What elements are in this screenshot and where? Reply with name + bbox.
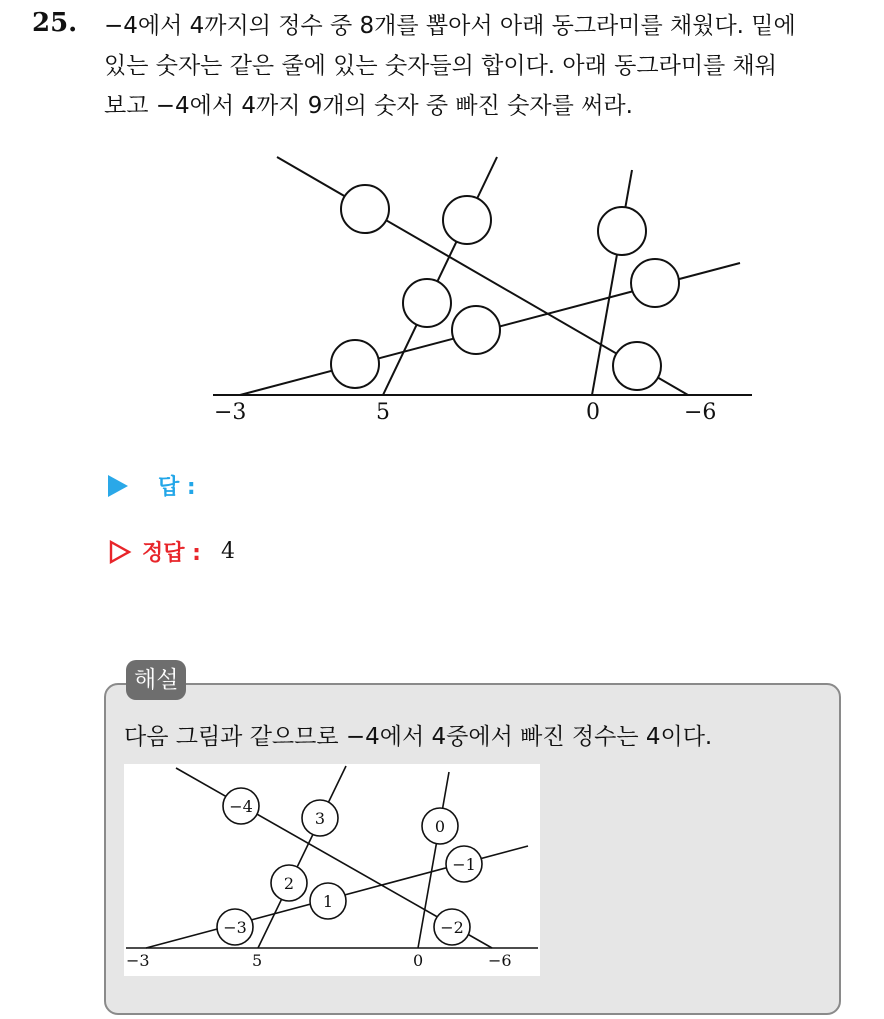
sol-circle-value: −3 — [223, 918, 247, 937]
answer-row — [108, 470, 196, 501]
fig-circle — [598, 207, 646, 255]
fig-circle — [631, 259, 679, 307]
fig-circle — [443, 196, 491, 244]
sol-circle-value: 2 — [283, 874, 295, 893]
fig-line-b — [383, 157, 497, 395]
question-line-1: −4에서 4까지의 정수 중 8개를 뽑아서 아래 동그라미를 채웠다. 밑에 — [104, 13, 796, 39]
sol-circle-value: −4 — [229, 797, 253, 816]
fig-label-3: 0 — [586, 400, 600, 425]
sol-label-2: 5 — [252, 951, 263, 970]
fig-circle — [341, 185, 389, 233]
correct-answer-label: 정답 : — [142, 541, 201, 566]
fig-circle — [403, 279, 451, 327]
sol-circle-value: 3 — [314, 809, 326, 828]
outline-triangle-icon — [108, 540, 132, 564]
play-triangle-icon — [108, 475, 128, 497]
sol-label-right: −6 — [488, 951, 512, 970]
sol-label-left: −3 — [126, 951, 150, 970]
sol-circle-value: 0 — [434, 817, 446, 836]
solution-figure — [124, 764, 540, 976]
sol-circle-value: 1 — [322, 892, 334, 911]
correct-answer-value: 4 — [220, 539, 235, 564]
fig-label-right: −6 — [684, 400, 717, 425]
sol-label-3: 0 — [413, 951, 424, 970]
solution-text: 다음 그림과 같으므로 −4에서 4중에서 빠진 정수는 4이다. — [124, 724, 713, 750]
problem-figure — [0, 0, 884, 440]
correct-answer-row — [108, 536, 235, 567]
question-line-3: 보고 −4에서 4까지 9개의 숫자 중 빠진 숫자를 써라. — [104, 93, 633, 119]
fig-label-left: −3 — [214, 400, 247, 425]
answer-label: 답 : — [158, 475, 196, 500]
fig-circle — [452, 306, 500, 354]
sol-circle-value: −2 — [440, 918, 464, 937]
question-line-2: 있는 숫자는 같은 줄에 있는 숫자들의 합이다. 아래 동그라미를 채워 — [104, 53, 777, 79]
question-number: 25. — [32, 8, 78, 38]
fig-label-2: 5 — [376, 400, 390, 425]
solution-tab: 해설 — [126, 660, 186, 700]
sol-circle-value: −1 — [452, 855, 476, 874]
fig-circle — [613, 342, 661, 390]
solution-figure-panel — [124, 764, 540, 976]
fig-circle — [331, 340, 379, 388]
